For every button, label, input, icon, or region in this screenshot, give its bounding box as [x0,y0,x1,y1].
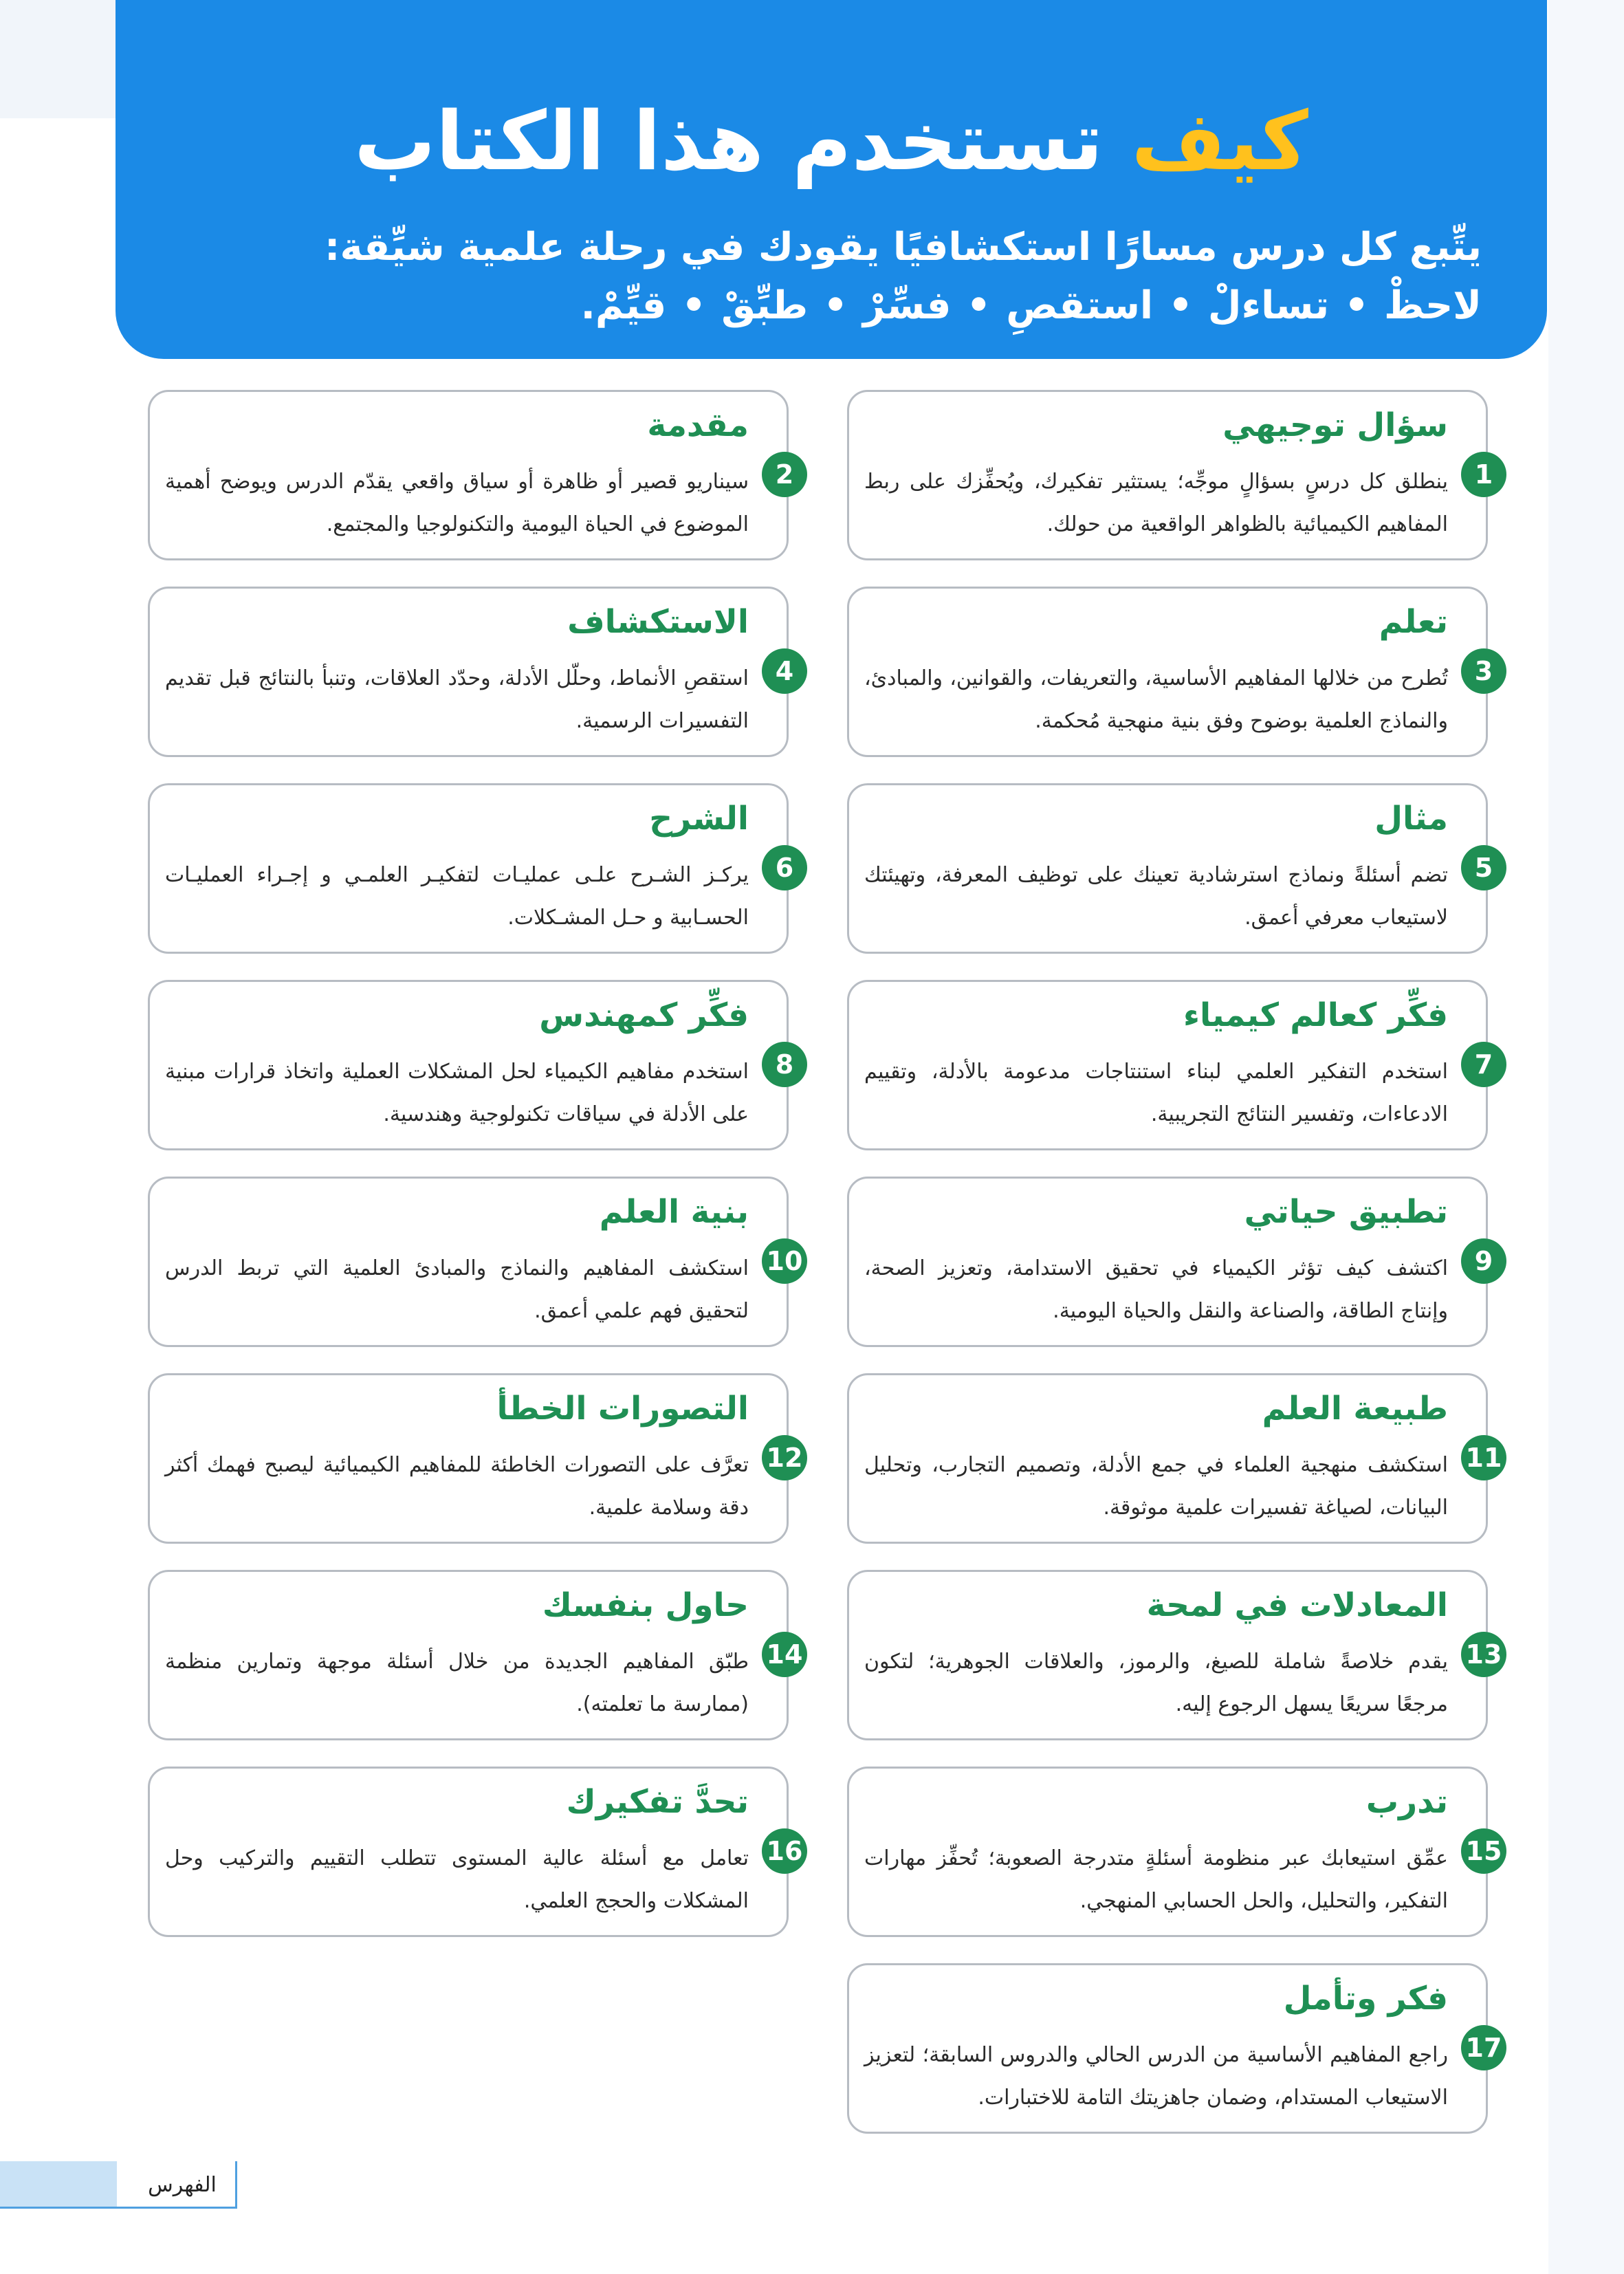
card-think-and-reflect [847,1963,1502,2134]
card-number-badge: 13 [1461,1632,1506,1677]
card-text: استخدم مفاهيم الكيمياء لحل المشكلات العملية واتخاذ قرارات مبنية على الأدلة في سياقات تكنولوجية وهندسية. [165,1060,749,1126]
card-try-yourself [148,1570,803,1740]
card-number-badge: 4 [762,648,807,694]
card-practice [847,1767,1502,1937]
card-example [847,783,1493,954]
bullet: • [966,283,991,328]
card-life-application [847,1177,1493,1347]
card-title: مثال [1374,800,1448,838]
card-text: استقصِ الأنماط، وحلّل الأدلة، وحدّد العلاقات، وتنبأ بالنتائج قبل تقديم التفسيرات الرسمية. [165,666,749,733]
step-observe: لاحظْ [1383,283,1482,328]
footer-underline [0,2207,237,2209]
card-title: الاستكشاف [567,603,749,641]
card-title: تعلم [1379,603,1448,641]
footer-divider [235,2161,237,2209]
card-title: فكِّر كمهندس [539,996,749,1034]
bullet: • [681,283,707,328]
card-number-badge: 10 [762,1238,807,1284]
card-number-badge: 11 [1461,1435,1506,1480]
card-think-like-engineer [148,980,794,1150]
card-nature-of-science [847,1373,1502,1544]
lesson-steps [175,278,1482,334]
card-title: فكِّر كعالم كيمياء [1183,996,1448,1034]
card-text: تضم أسئلةً ونماذج استرشادية تعينك على توظيف المعرفة، وتهيئتك لاستيعاب معرفي أعمق. [864,863,1448,930]
page-header [116,0,1547,359]
card-number-badge: 17 [1461,2025,1506,2070]
step-explain: فسِّرْ [862,283,952,328]
card-number-badge: 1 [1461,452,1506,497]
card-number-badge: 16 [762,1828,807,1874]
bullet: • [1168,283,1193,328]
card-number-badge: 7 [1461,1042,1506,1087]
card-text: اكتشف كيف تؤثر الكيمياء في تحقيق الاستدامة، وتعزيز الصحة، وإنتاج الطاقة، والصناعة والنقل والحياة اليومية. [864,1256,1448,1323]
card-number-badge: 15 [1461,1828,1506,1874]
card-equations-at-a-glance [847,1570,1502,1740]
corner-decoration [0,0,116,118]
step-apply: طبِّقْ [721,283,809,328]
card-number-badge: 14 [762,1632,807,1677]
card-text: طبّق المفاهيم الجديدة من خلال أسئلة موجهة وتمارين منظمة (ممارسة ما تعلمته). [165,1650,749,1716]
card-introduction [148,390,794,560]
card-title: التصورات الخطأ [496,1390,749,1428]
card-title: تطبيق حياتي [1244,1193,1448,1231]
card-number-badge: 2 [762,452,807,497]
card-exploration [148,587,794,757]
card-challenge-thinking [148,1767,803,1937]
card-text: استكشف المفاهيم والنماذج والمبادئ العلمية التي تربط الدرس لتحقيق فهم علمي أعمق. [165,1256,749,1323]
title-rest: تستخدم هذا الكتاب [354,94,1104,188]
card-title: حاول بنفسك [542,1586,749,1624]
step-ask: تساءلْ [1207,283,1330,328]
bullet: • [1344,283,1369,328]
card-guiding-question [847,390,1493,560]
step-investigate: استقصِ [1006,283,1154,328]
card-number-badge: 3 [1461,648,1506,694]
index-link[interactable]: الفهرس [148,2173,217,2197]
card-text: تُطرح من خلالها المفاهيم الأساسية، والتعريفات، والقوانين، والمبادئ، والنماذج العلمية بوضوح وفق بنية منهجية مُحكمة. [864,666,1448,733]
card-misconceptions [148,1373,803,1544]
card-think-like-chemist [847,980,1493,1150]
card-title: الشرح [649,800,749,838]
page-subtitle: يتِّبع كل درس مسارًا استكشافيًا يقودك في رحلة علمية شيِّقة: [325,225,1482,270]
card-title: تحدَّ تفكيرك [566,1783,749,1821]
card-title: فكر وتأمل [1283,1980,1448,2018]
card-text: يركـز الشـرح علـى عمليـات لتفكيـر العلمـي و إجـراء العمليـات الحسـابية و حـل المشـكلات. [165,863,749,930]
card-number-badge: 5 [1461,845,1506,890]
card-text: تعامل مع أسئلة عالية المستوى تتطلب التقييم والتركيب وحل المشكلات والحجج العلمي. [165,1846,749,1913]
card-structure-of-science [148,1177,803,1347]
card-explanation [148,783,794,954]
card-learn [847,587,1493,757]
card-number-badge: 9 [1461,1238,1506,1284]
page-side-strip [1548,0,1624,2274]
card-title: تدرب [1365,1783,1448,1821]
card-number-badge: 6 [762,845,807,890]
card-title: بنية العلم [599,1193,749,1231]
card-text: يقدم خلاصةً شاملة للصيغ، والرموز، والعلاقات الجوهرية؛ لتكون مرجعًا سريعًا يسهل الرجوع إليه. [864,1650,1448,1716]
card-number-badge: 8 [762,1042,807,1087]
card-number-badge: 12 [762,1435,807,1480]
card-text: استخدم التفكير العلمي لبناء استنتاجات مدعومة بالأدلة، وتقييم الادعاءات، وتفسير النتائج التجريبية. [864,1060,1448,1126]
footer-tab [0,2161,117,2208]
card-text: تعرَّف على التصورات الخاطئة للمفاهيم الكيميائية ليصبح فهمك أكثر دقة وسلامة علمية. [165,1453,749,1520]
card-text: عمِّق استيعابك عبر منظومة أسئلةٍ متدرجة الصعوبة؛ تُحفِّز مهارات التفكير، والتحليل، والحل الحسابي المنهجي. [864,1846,1448,1913]
card-text: استكشف منهجية العلماء في جمع الأدلة، وتصميم التجارب، وتحليل البيانات، لصياغة تفسيرات علمية موثوقة. [864,1453,1448,1520]
card-title: المعادلات في لمحة [1146,1586,1448,1624]
step-evaluate: قيِّمْ. [580,283,667,328]
card-text: سيناريو قصير أو ظاهرة أو سياق واقعي يقدّم الدرس ويوضح أهمية الموضوع في الحياة اليومية والتكنولوجيا والمجتمع. [165,470,749,536]
card-text: ينطلق كل درسٍ بسؤالٍ موجِّه؛ يستثير تفكيرك، ويُحفِّزك على ربط المفاهيم الكيميائية بالظواهر الواقعية من حولك. [864,470,1448,536]
card-title: مقدمة [647,406,749,444]
card-title: طبيعة العلم [1262,1390,1448,1428]
page-title [116,89,1547,193]
bullet: • [823,283,848,328]
title-accent: كيف [1131,94,1308,188]
card-text: راجع المفاهيم الأساسية من الدرس الحالي والدروس السابقة؛ لتعزيز الاستيعاب المستدام، وضمان جاهزيتك التامة للاختبارات. [864,2043,1448,2110]
card-title: سؤال توجيهي [1222,406,1448,444]
